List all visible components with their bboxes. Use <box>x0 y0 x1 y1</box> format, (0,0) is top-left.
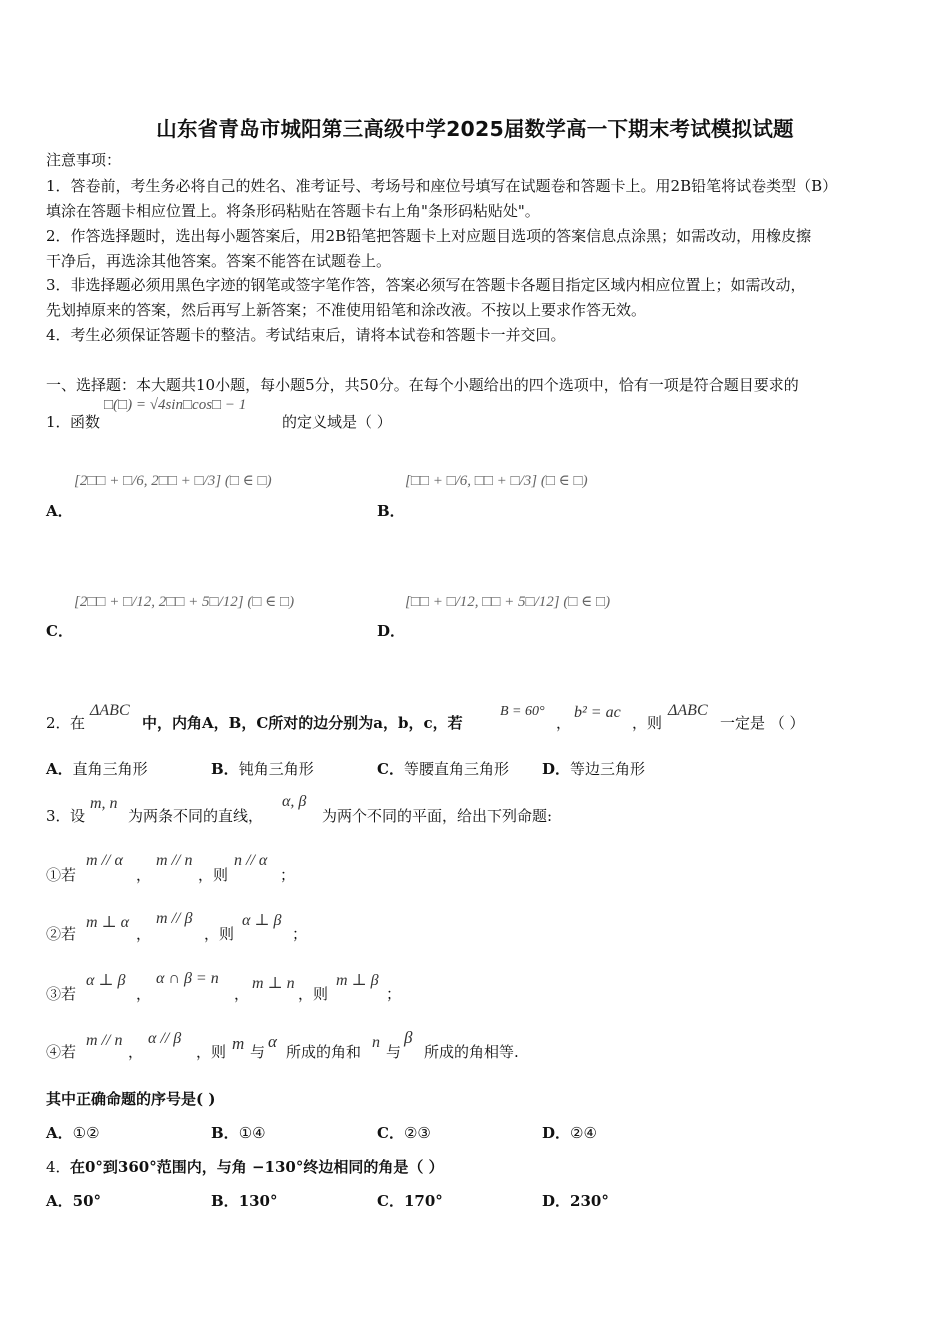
question-1-suffix: 的定义域是（ ） <box>282 413 392 431</box>
proposition-3-mark: ③若 <box>46 985 77 1003</box>
proposition-3-math: m ⊥ n <box>252 975 295 992</box>
proposition-4-text: 所成的角相等. <box>424 1043 519 1061</box>
proposition-3-text: ， <box>136 985 152 1003</box>
proposition-1-math: m // α <box>86 852 123 869</box>
q2-option-c[interactable]: C．等腰直角三角形 <box>377 760 509 778</box>
question-4-text: 在0°到360°范围内，与角 −130°终边相同的角是（ ） <box>70 1158 444 1176</box>
proposition-4-math: β <box>404 1028 413 1047</box>
q3-option-b[interactable]: B．①④ <box>211 1124 266 1142</box>
question-4-number: 4． <box>46 1158 71 1176</box>
proposition-2-math: m // β <box>156 910 193 927</box>
q1-option-a-label[interactable]: A． <box>46 502 73 520</box>
q1-option-d-expr: [□□ + □/12, □□ + 5□/12] (□ ∈ □) <box>405 594 611 610</box>
question-2-text: 在 <box>70 714 86 732</box>
proposition-4-text: 与 <box>386 1043 402 1061</box>
question-3-text: 为两条不同的直线， <box>128 807 264 825</box>
question-2-text: ， <box>556 714 572 732</box>
question-2-text: 一定是 （ ） <box>720 714 805 732</box>
proposition-3-text: ，则 <box>298 985 329 1003</box>
proposition-3-text: ， <box>234 985 250 1003</box>
question-1-prefix: 函数 <box>70 413 101 431</box>
proposition-4-mark: ④若 <box>46 1043 77 1061</box>
proposition-1-text: ，则 <box>198 866 229 884</box>
proposition-4-text: 与 <box>250 1043 266 1061</box>
question-3-ask: 其中正确命题的序号是( ) <box>46 1090 216 1108</box>
page-title: 山东省青岛市城阳第三高级中学2025届数学高一下期末考试模拟试题 <box>156 117 794 141</box>
proposition-2-text: ，则 <box>204 925 235 943</box>
proposition-4-text: ，则 <box>196 1043 227 1061</box>
notice-line: 4．考生必须保证答题卡的整洁。考试结束后，请将本试卷和答题卡一并交回。 <box>46 326 566 344</box>
notice-line: 3．非选择题必须用黑色字迹的钢笔或签字笔作答，答案必须写在答题卡各题目指定区域内相应位置上；如需改动， <box>46 276 806 294</box>
proposition-3-text: ； <box>386 985 402 1003</box>
q2-option-a[interactable]: A．直角三角形 <box>46 760 148 778</box>
question-2-math: ΔABC <box>90 702 130 719</box>
q1-option-a-expr: [2□□ + □/6, 2□□ + □/3] (□ ∈ □) <box>74 473 272 489</box>
notice-line: 填涂在答题卡相应位置上。将条形码粘贴在答题卡右上角"条形码粘贴处"。 <box>46 202 540 220</box>
section-heading: 一、选择题：本大题共10小题，每小题5分，共50分。在每个小题给出的四个选项中，恰有一项是符合题目要求的 <box>46 376 799 394</box>
notice-heading: 注意事项： <box>46 151 122 169</box>
proposition-4-text: 所成的角和 <box>286 1043 362 1061</box>
proposition-2-text: ； <box>292 925 308 943</box>
q4-option-c[interactable]: C．170° <box>377 1192 443 1210</box>
proposition-2-text: ， <box>136 925 152 943</box>
proposition-4-text: ， <box>128 1043 144 1061</box>
q2-option-b[interactable]: B．钝角三角形 <box>211 760 314 778</box>
proposition-2-mark: ②若 <box>46 925 77 943</box>
proposition-4-math: α <box>268 1032 277 1051</box>
notice-line: 1．答卷前，考生务必将自己的姓名、准考证号、考场号和座位号填写在试题卷和答题卡上。用2B铅笔将试卷类型（B） <box>46 177 838 195</box>
q1-option-b-expr: [□□ + □/6, □□ + □/3] (□ ∈ □) <box>405 473 588 489</box>
notice-line: 干净后，再选涂其他答案。答案不能答在试题卷上。 <box>46 252 392 270</box>
q2-option-d[interactable]: D．等边三角形 <box>542 760 646 778</box>
proposition-1-math: n // α <box>234 852 268 869</box>
proposition-2-math: m ⊥ α <box>86 914 129 931</box>
proposition-1-text: ， <box>136 866 152 884</box>
proposition-3-math: m ⊥ β <box>336 972 379 989</box>
question-2-math: b² = ac <box>574 704 621 721</box>
question-2-text: 中，内角A，B，C所对的边分别为a，b，c，若 <box>142 714 463 732</box>
q1-option-c-expr: [2□□ + □/12, 2□□ + 5□/12] (□ ∈ □) <box>74 594 295 610</box>
proposition-1-mark: ①若 <box>46 866 77 884</box>
proposition-3-math: α ⊥ β <box>86 972 126 989</box>
notice-line: 先划掉原来的答案，然后再写上新答案；不准使用铅笔和涂改液。不按以上要求作答无效。 <box>46 301 647 319</box>
proposition-1-text: ； <box>280 866 296 884</box>
q1-option-d-label[interactable]: D． <box>377 622 406 640</box>
proposition-4-math: m <box>232 1034 245 1053</box>
q1-option-b-label[interactable]: B． <box>377 502 405 520</box>
q4-option-d[interactable]: D．230° <box>542 1192 609 1210</box>
proposition-3-math: α ∩ β = n <box>156 970 219 987</box>
question-3-math: α, β <box>282 793 307 810</box>
question-2-math: ΔABC <box>668 702 708 719</box>
question-1-formula: □(□) = √4sin□cos□ − 1 <box>104 397 247 413</box>
question-2-math: B = 60° <box>500 704 545 719</box>
q4-option-b[interactable]: B．130° <box>211 1192 278 1210</box>
proposition-2-math: α ⊥ β <box>242 912 282 929</box>
proposition-4-math: α // β <box>148 1030 182 1047</box>
q4-option-a[interactable]: A．50° <box>46 1192 102 1210</box>
proposition-4-math: m // n <box>86 1032 123 1049</box>
proposition-1-math: m // n <box>156 852 193 869</box>
question-3-text: 为两个不同的平面，给出下列命题: <box>322 807 553 825</box>
question-3-text: 设 <box>70 807 86 825</box>
question-2-number: 2． <box>46 714 71 732</box>
q3-option-d[interactable]: D．②④ <box>542 1124 597 1142</box>
q3-option-a[interactable]: A．①② <box>46 1124 100 1142</box>
question-2-text: ，则 <box>632 714 663 732</box>
notice-line: 2．作答选择题时，选出每小题答案后，用2B铅笔把答题卡上对应题目选项的答案信息点涂黑；如需改动，用橡皮擦 <box>46 227 812 245</box>
question-3-math: m, n <box>90 795 118 812</box>
q1-option-c-label[interactable]: C． <box>46 622 73 640</box>
question-3-number: 3． <box>46 807 71 825</box>
proposition-4-math: n <box>372 1034 380 1051</box>
q3-option-c[interactable]: C．②③ <box>377 1124 431 1142</box>
question-1-number: 1． <box>46 413 71 431</box>
